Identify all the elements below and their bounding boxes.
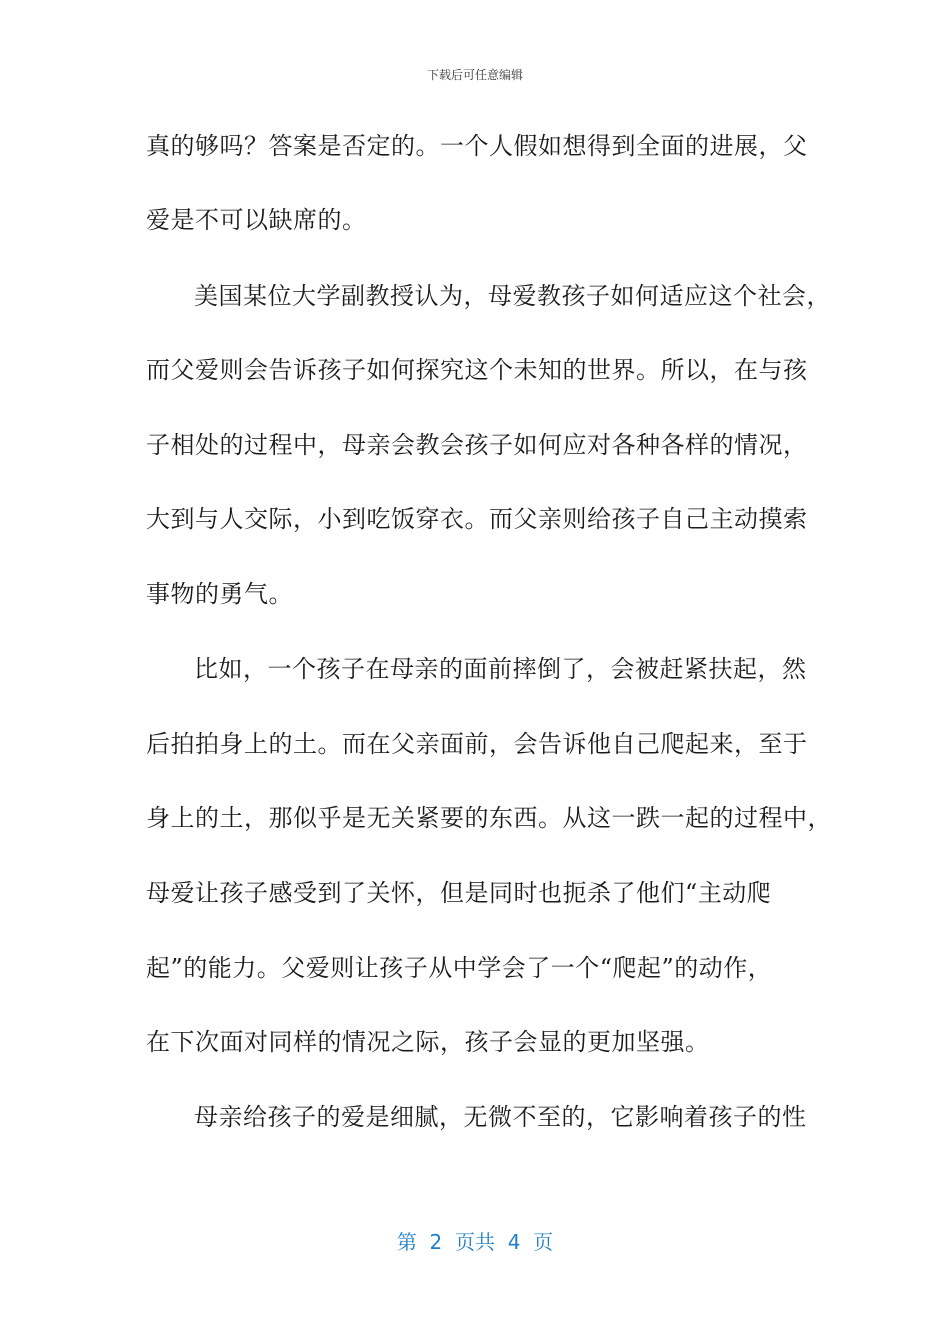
body-line-13: 在下次面对同样的情况之际，孩子会显的更加坚强。 xyxy=(146,1028,710,1056)
body-line-7: 事物的勇气。 xyxy=(146,580,293,608)
body-line-9: 后拍拍身上的土。而在父亲面前，会告诉他自己爬起来，至于 xyxy=(146,730,808,758)
body-line-4: 而父爱则会告诉孩子如何探究这个未知的世界。所以，在与孩 xyxy=(146,356,808,384)
body-line-10: 身上的土，那似乎是无关紧要的东西。从这一跌一起的过程中， xyxy=(146,804,832,832)
body-line-6: 大到与人交际，小到吃饭穿衣。而父亲则给孩子自己主动摸索 xyxy=(146,505,808,533)
body-line-3: 美国某位大学副教授认为，母爱教孩子如何适应这个社会， xyxy=(194,282,831,310)
page-header: 下载后可任意编辑 xyxy=(426,68,523,82)
body-line-8: 比如，一个孩子在母亲的面前摔倒了，会被赶紧扶起，然 xyxy=(194,655,807,683)
body-line-5: 子相处的过程中，母亲会教会孩子如何应对各种各样的情况， xyxy=(146,431,808,459)
body-line-14: 母亲给孩子的爱是细腻，无微不至的，它影响着孩子的性 xyxy=(194,1103,807,1131)
page-number: 第 2 页共 4 页 xyxy=(396,1230,554,1254)
body-line-1: 真的够吗？答案是否定的。一个人假如想得到全面的进展，父 xyxy=(146,132,808,160)
body-line-2: 爱是不可以缺席的。 xyxy=(146,206,367,234)
body-line-12: 起”的能力。父爱则让孩子从中学会了一个“爬起”的动作， xyxy=(146,954,773,982)
body-line-11: 母爱让孩子感受到了关怀，但是同时也扼杀了他们“主动爬 xyxy=(146,879,772,907)
